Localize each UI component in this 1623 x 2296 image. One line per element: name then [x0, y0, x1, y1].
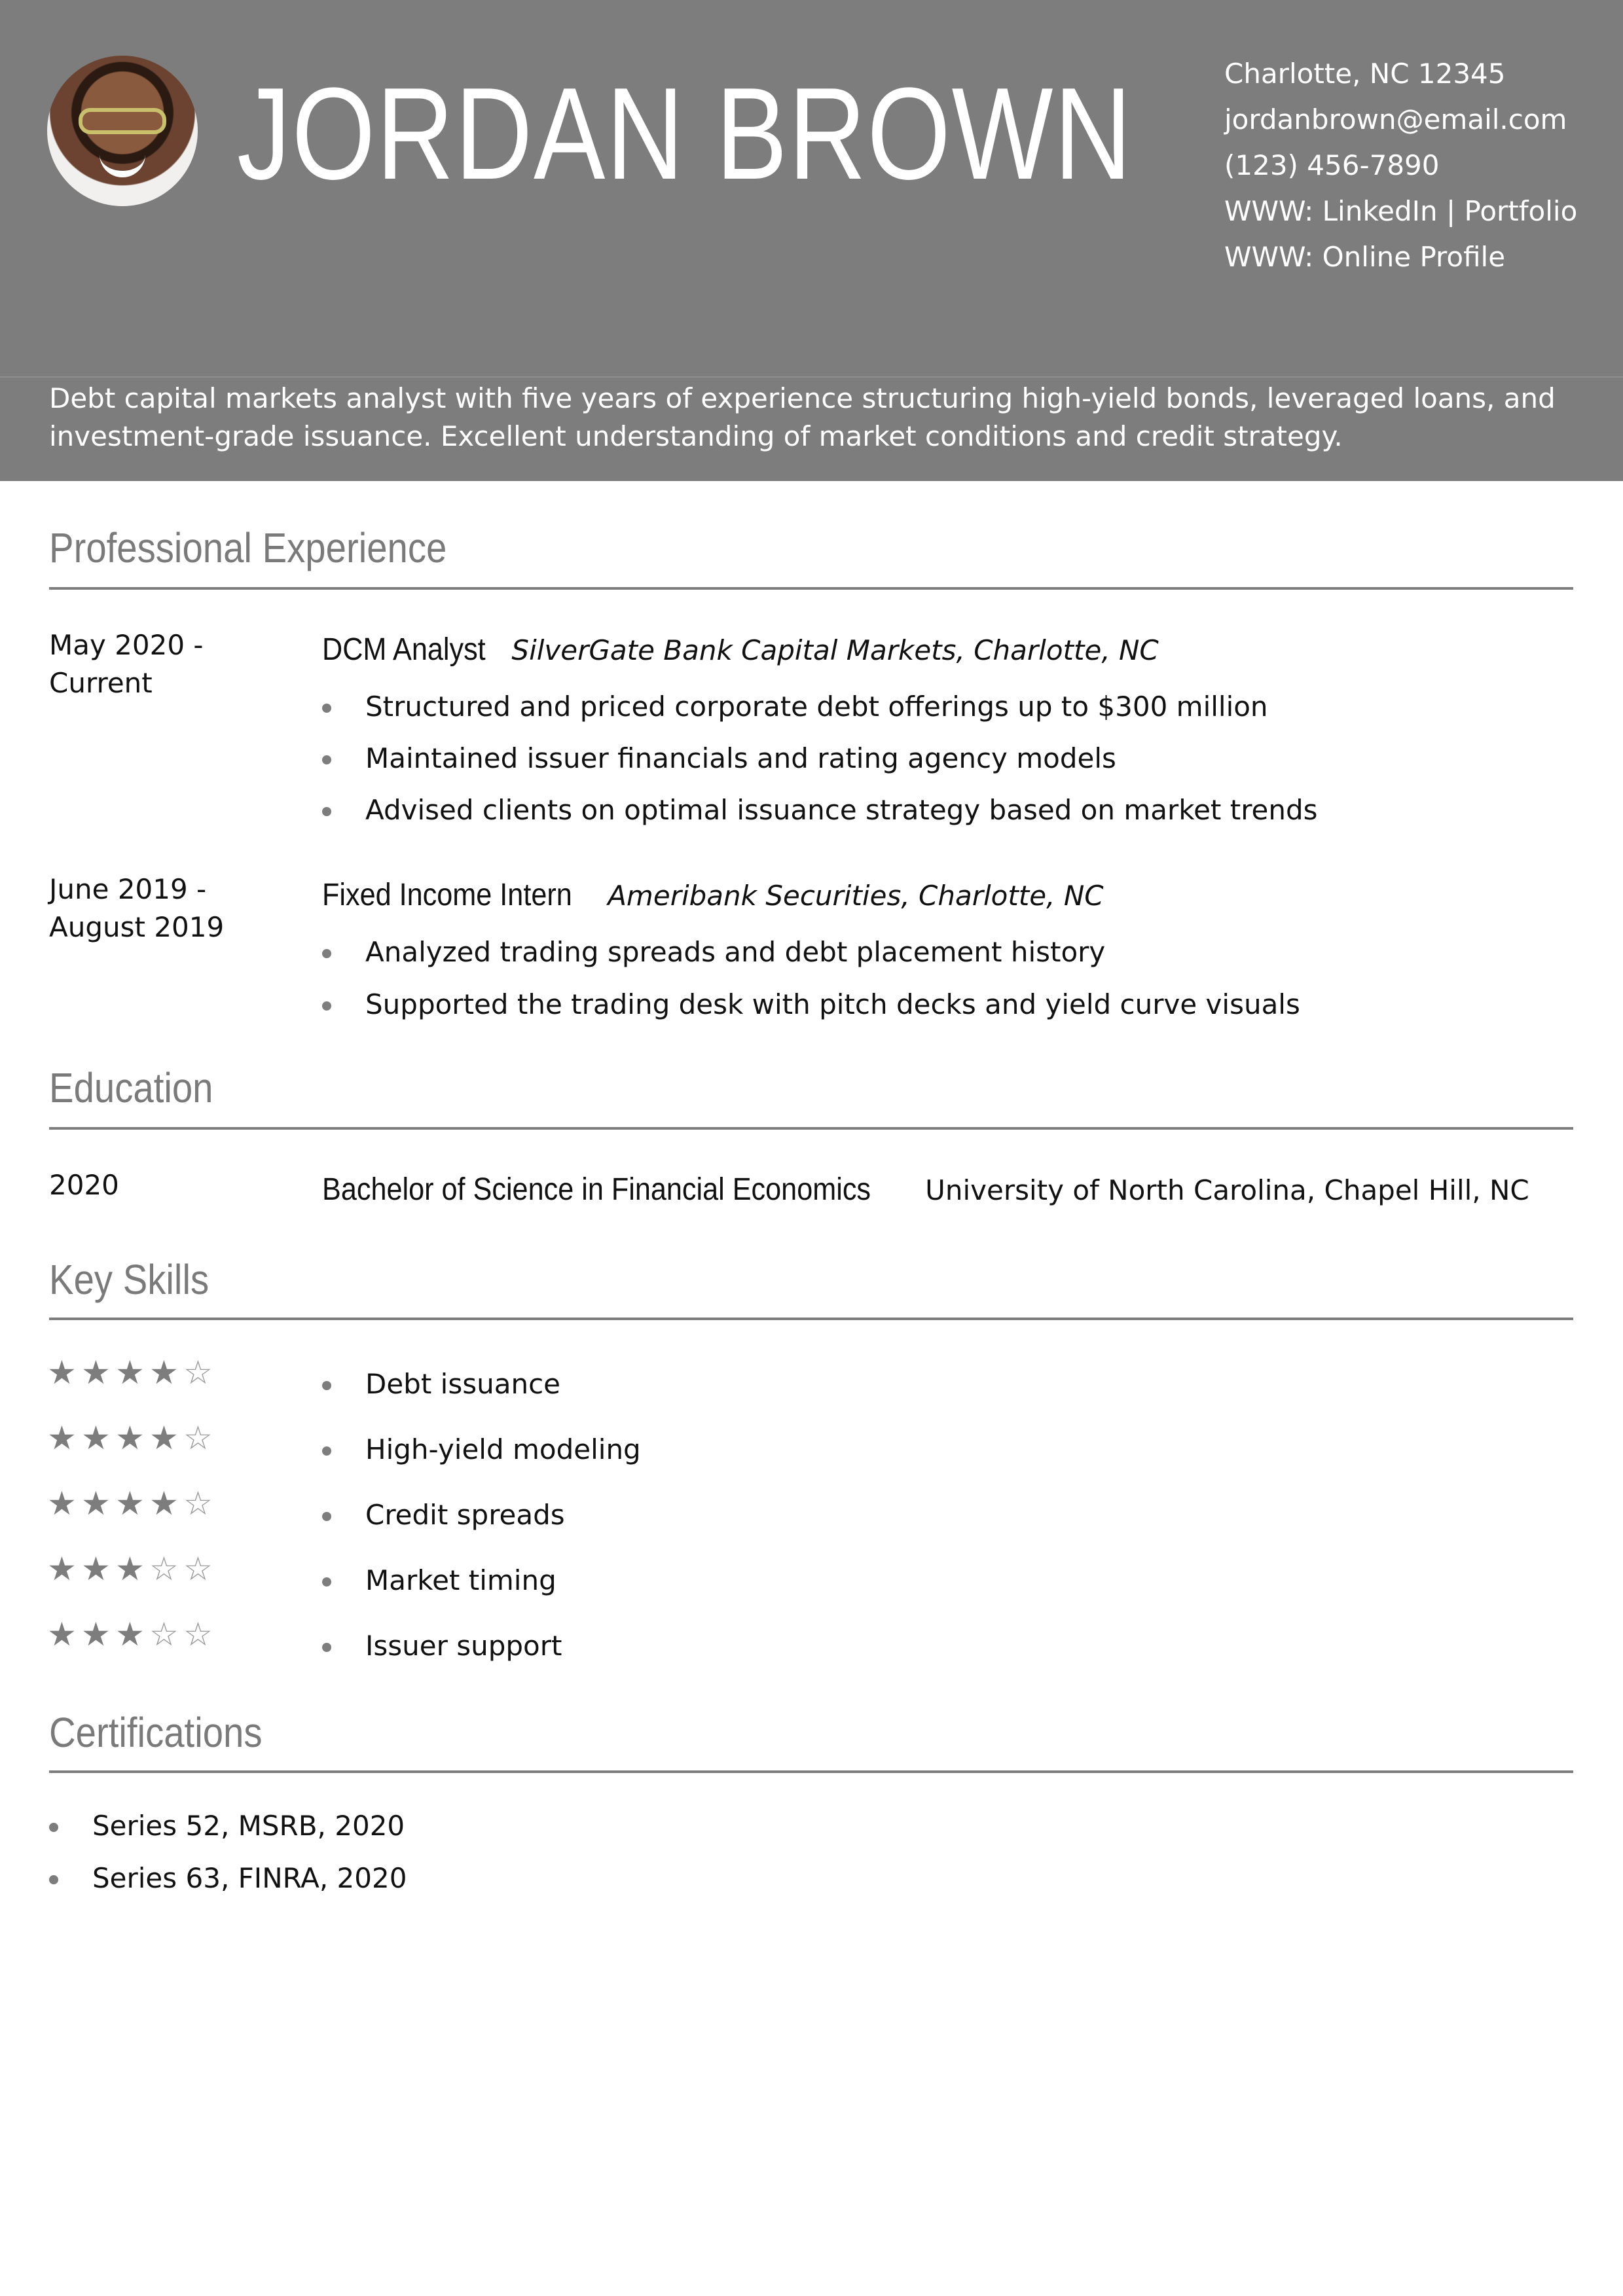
star-filled-icon: ★ — [149, 1354, 180, 1391]
job-dates — [49, 870, 224, 946]
star-filled-icon: ★ — [47, 1484, 78, 1522]
skill-item: Debt issuance — [322, 1368, 560, 1400]
star-empty-icon: ☆ — [149, 1550, 180, 1588]
contact-block — [1224, 51, 1591, 280]
job-heading — [322, 632, 1159, 668]
skill-item: Issuer support — [322, 1630, 562, 1662]
star-filled-icon: ★ — [47, 1419, 78, 1457]
certification-item: Series 63, FINRA, 2020 — [49, 1862, 407, 1894]
job-bullet: Structured and priced corporate debt offerings up to $300 million — [322, 691, 1268, 723]
job-role: Fixed Income Intern — [322, 878, 572, 912]
job-role: DCM Analyst — [322, 632, 486, 667]
section-title-certifications: Certifications — [49, 1709, 263, 1756]
glasses-shape — [79, 108, 166, 134]
section-divider — [49, 587, 1573, 590]
section-title-education: Education — [49, 1064, 213, 1111]
section-title-skills: Key Skills — [49, 1256, 210, 1303]
star-filled-icon: ★ — [81, 1419, 112, 1457]
smile-shape — [100, 154, 145, 177]
skill-rating — [47, 1550, 217, 1588]
job-date-start: May 2020 - — [49, 629, 204, 661]
job-bullet: Supported the trading desk with pitch decks and yield curve visuals — [322, 988, 1300, 1020]
job-date-start: June 2019 - — [49, 873, 207, 905]
job-bullet: Maintained issuer financials and rating agency models — [322, 742, 1116, 774]
job-company: Ameribank Securities, Charlotte, NC — [608, 880, 1104, 912]
skill-rating — [47, 1354, 217, 1391]
skill-rating — [47, 1484, 217, 1522]
candidate-name: JORDAN BROWN — [237, 61, 1133, 207]
job-bullet: Analyzed trading spreads and debt placement history — [322, 936, 1105, 968]
certification-item: Series 52, MSRB, 2020 — [49, 1810, 405, 1842]
star-filled-icon: ★ — [149, 1419, 180, 1457]
star-filled-icon: ★ — [115, 1615, 146, 1653]
skill-item: Market timing — [322, 1564, 556, 1596]
contact-profile[interactable]: WWW: Online Profile — [1224, 241, 1506, 273]
star-empty-icon: ☆ — [183, 1354, 214, 1391]
education-school: University of North Carolina, Chapel Hill, NC — [925, 1174, 1529, 1206]
star-filled-icon: ★ — [81, 1550, 112, 1588]
job-dates — [49, 626, 204, 702]
star-filled-icon: ★ — [115, 1484, 146, 1522]
star-empty-icon: ☆ — [183, 1484, 214, 1522]
star-filled-icon: ★ — [47, 1615, 78, 1653]
section-divider — [49, 1318, 1573, 1320]
education-year: 2020 — [49, 1169, 119, 1201]
job-date-end: August 2019 — [49, 911, 225, 943]
star-filled-icon: ★ — [47, 1550, 78, 1588]
star-empty-icon: ☆ — [183, 1419, 214, 1457]
section-divider — [49, 1770, 1573, 1773]
skill-item: Credit spreads — [322, 1499, 565, 1531]
job-bullet: Advised clients on optimal issuance strategy based on market trends — [322, 794, 1318, 826]
star-filled-icon: ★ — [81, 1484, 112, 1522]
skill-rating — [47, 1419, 217, 1457]
education-degree: Bachelor of Science in Financial Economics — [322, 1172, 871, 1207]
star-filled-icon: ★ — [81, 1354, 112, 1391]
contact-links[interactable]: WWW: LinkedIn | Portfolio — [1224, 195, 1578, 227]
star-filled-icon: ★ — [115, 1550, 146, 1588]
star-filled-icon: ★ — [149, 1484, 180, 1522]
contact-location: Charlotte, NC 12345 — [1224, 58, 1506, 90]
contact-email[interactable]: jordanbrown@email.com — [1224, 103, 1567, 135]
section-divider — [49, 1127, 1573, 1130]
star-filled-icon: ★ — [47, 1354, 78, 1391]
education-heading — [322, 1172, 1529, 1208]
section-title-experience: Professional Experience — [49, 524, 447, 571]
profile-photo — [47, 56, 198, 206]
job-heading — [322, 877, 1104, 913]
skill-rating — [47, 1615, 217, 1653]
star-empty-icon: ☆ — [183, 1550, 214, 1588]
star-empty-icon: ☆ — [183, 1615, 214, 1653]
skill-item: High-yield modeling — [322, 1433, 641, 1465]
contact-phone: (123) 456-7890 — [1224, 149, 1440, 181]
job-company: SilverGate Bank Capital Markets, Charlotte, NC — [511, 634, 1159, 666]
job-date-end: Current — [49, 667, 153, 699]
star-filled-icon: ★ — [115, 1419, 146, 1457]
star-filled-icon: ★ — [115, 1354, 146, 1391]
profile-summary: Debt capital markets analyst with five years of experience structuring high-yield bonds, leveraged loans, and investment-grade issuance. Excellent understanding of market conditions and credit strategy. — [49, 382, 1556, 452]
star-empty-icon: ☆ — [149, 1615, 180, 1653]
star-filled-icon: ★ — [81, 1615, 112, 1653]
